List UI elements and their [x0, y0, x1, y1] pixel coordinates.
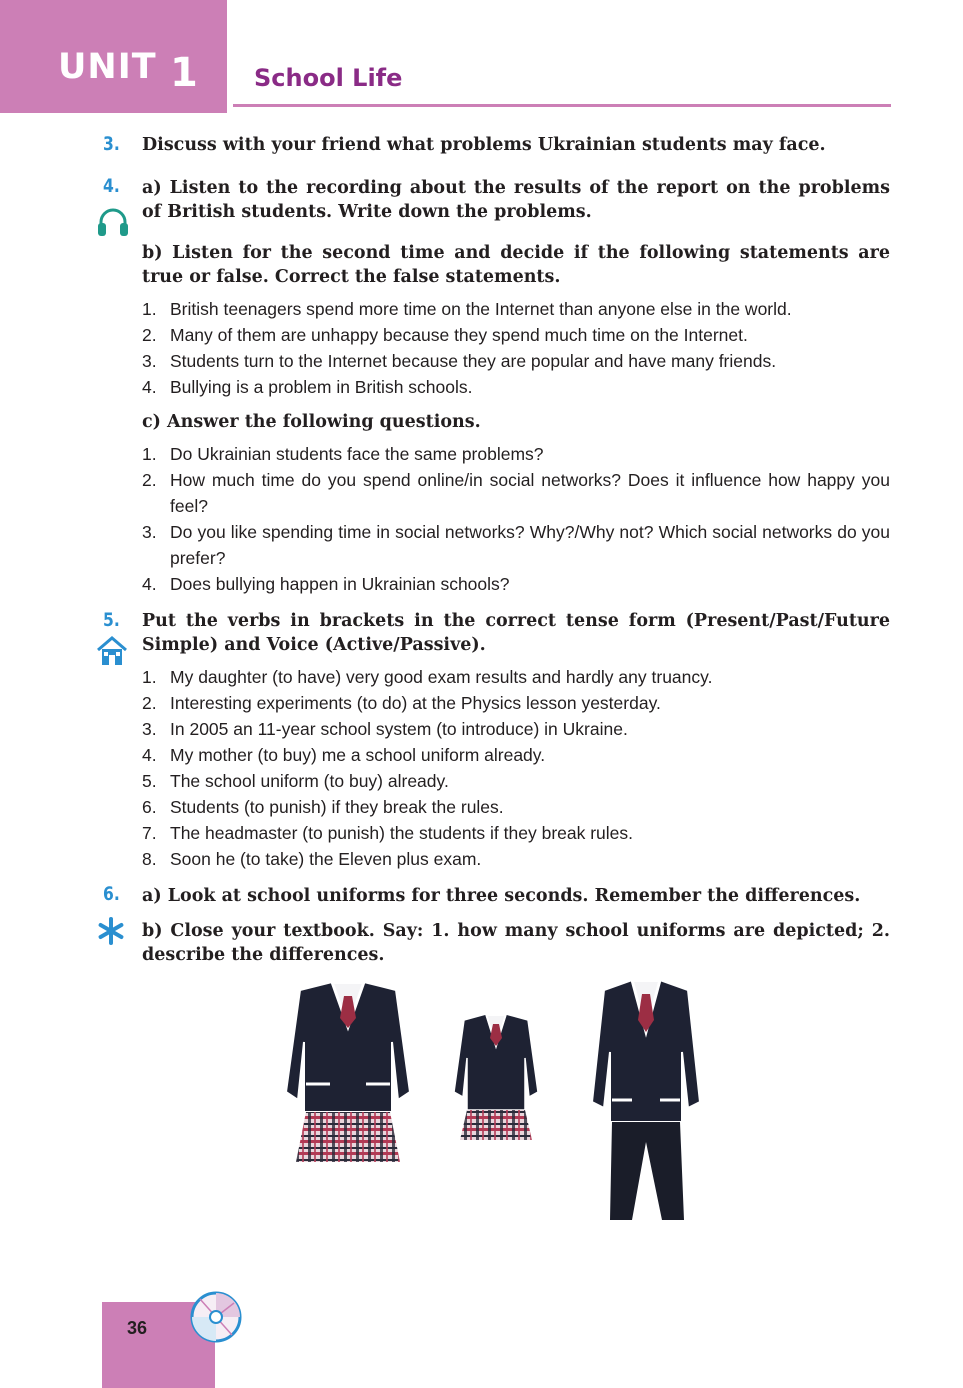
house-icon: [96, 636, 128, 666]
list-item: 2. How much time do you spend online/in social networks? Does it influence how happy you feel?: [142, 470, 890, 516]
headphones-icon: [96, 206, 130, 238]
list-item: 1. British teenagers spend more time on the Internet than anyone else in the world.: [142, 299, 792, 319]
task-3-number: 3.: [103, 133, 120, 155]
list-item: 3. Students turn to the Internet because they are popular and have many friends.: [142, 351, 777, 371]
list-item: 5. The school uniform (to buy) already.: [142, 771, 449, 791]
task-4c-instruction: c) Answer the following questions.: [142, 412, 481, 432]
list-item: 1. My daughter (to have) very good exam results and hardly any truancy.: [142, 667, 713, 687]
unit-label: UNIT: [58, 47, 157, 87]
list-item: 7. The headmaster (to punish) the students if they break rules.: [142, 823, 634, 843]
uniform-girl-large: [286, 982, 410, 1162]
task-5-number: 5.: [103, 609, 120, 631]
list-item: 8. Soon he (to take) the Eleven plus exam.: [142, 849, 482, 869]
task-4c-questions: [142, 441, 890, 597]
list-item: 6. Students (to punish) if they break the rules.: [142, 797, 504, 817]
list-item: 4. Does bullying happen in Ukrainian schools?: [142, 574, 510, 594]
task-4-number: 4.: [103, 175, 120, 197]
task-6b-instruction: b) Close your textbook. Say: 1. how many school uniforms are depicted; 2. describe the differences.: [142, 921, 890, 965]
task-6-number: 6.: [103, 883, 120, 905]
uniform-girl-small: [454, 1014, 538, 1140]
task-4a-instruction: a) Listen to the recording about the results of the report on the problems of British students. Write down the problems.: [142, 178, 890, 222]
title-underline: [233, 104, 891, 107]
page-number: 36: [127, 1318, 148, 1338]
task-4b-instruction: b) Listen for the second time and decide if the following statements are true or false. Correct the false statements.: [142, 243, 890, 287]
list-item: 4. Bullying is a problem in British schools.: [142, 377, 473, 397]
task-3-instruction: Discuss with your friend what problems Ukrainian students may face.: [142, 135, 826, 155]
task-6a-instruction: a) Look at school uniforms for three seconds. Remember the differences.: [142, 886, 861, 906]
list-item: 2. Many of them are unhappy because they spend much time on the Internet.: [142, 325, 748, 345]
task-4b-statements: [142, 296, 890, 400]
cd-icon: [190, 1291, 242, 1343]
list-item: 4. My mother (to buy) me a school uniform already.: [142, 745, 546, 765]
school-uniforms-image: [270, 972, 720, 1227]
uniform-boy: [592, 980, 700, 1220]
unit-number: 1: [170, 50, 198, 96]
list-item: 2. Interesting experiments (to do) at the Physics lesson yesterday.: [142, 693, 661, 713]
asterisk-icon: [97, 917, 125, 945]
list-item: 1. Do Ukrainian students face the same problems?: [142, 444, 544, 464]
task-5-sentences: [142, 664, 890, 872]
task-5-instruction: Put the verbs in brackets in the correct tense form (Present/Past/Future Simple) and Voice (Active/Passive).: [142, 611, 890, 655]
unit-title: School Life: [254, 64, 403, 92]
list-item: 3. Do you like spending time in social networks? Why?/Why not? Which social networks do you prefer?: [142, 522, 890, 568]
list-item: 3. In 2005 an 11-year school system (to introduce) in Ukraine.: [142, 719, 628, 739]
